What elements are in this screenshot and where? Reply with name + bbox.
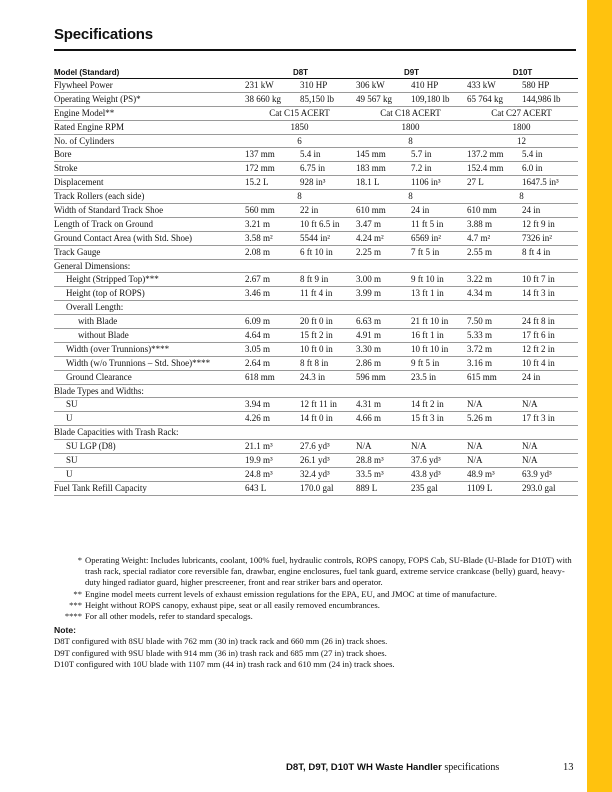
row-label: U	[54, 412, 245, 426]
row-label: without Blade	[54, 329, 245, 343]
table-row	[54, 148, 578, 162]
table-cell: 3.05 m	[245, 342, 300, 356]
table-cell: 13 ft 1 in	[411, 287, 467, 301]
table-row	[54, 190, 578, 204]
table-cell: 38 660 kg	[245, 92, 300, 106]
table-cell: 310 HP	[300, 79, 356, 93]
table-body	[54, 79, 578, 496]
note-list	[54, 636, 576, 670]
table-cell: 4.7 m²	[467, 231, 522, 245]
footnote	[54, 600, 576, 611]
table-row	[54, 217, 578, 231]
table-row	[54, 301, 578, 315]
table-cell-merged: 8	[245, 190, 356, 204]
table-cell: 1106 in³	[411, 176, 467, 190]
table-cell: 10 ft 10 in	[411, 342, 467, 356]
table-row	[54, 120, 578, 134]
row-label: Height (top of ROPS)	[54, 287, 245, 301]
table-cell: 6 ft 10 in	[300, 245, 356, 259]
title-rule	[54, 49, 576, 51]
table-cell-merged: 8	[467, 190, 578, 204]
row-label: Ground Clearance	[54, 370, 245, 384]
table-cell: 3.30 m	[356, 342, 411, 356]
row-label: SU	[54, 398, 245, 412]
table-cell: 3.99 m	[356, 287, 411, 301]
row-label: Rated Engine RPM	[54, 120, 245, 134]
footnote-text: Height without ROPS canopy, exhaust pipe, seat or all easily removed encumbrances.	[85, 599, 380, 610]
table-row	[54, 287, 578, 301]
row-label: Track Gauge	[54, 245, 245, 259]
footnote-mark: ****	[64, 611, 82, 622]
table-cell: 23.5 in	[411, 370, 467, 384]
table-cell-merged: 1800	[467, 120, 578, 134]
table-cell: N/A	[522, 454, 578, 468]
header-model-d8t: D8T	[245, 66, 356, 79]
table-cell: 20 ft 0 in	[300, 315, 356, 329]
table-cell: 410 HP	[411, 79, 467, 93]
table-header-row	[54, 66, 578, 79]
table-row	[54, 176, 578, 190]
table-cell: 137 mm	[245, 148, 300, 162]
footnote	[54, 611, 576, 622]
table-cell-merged: 1850	[245, 120, 356, 134]
table-cell: 3.46 m	[245, 287, 300, 301]
row-label: Height (Stripped Top)***	[54, 273, 245, 287]
table-cell: 22 in	[300, 204, 356, 218]
table-cell: 3.58 m²	[245, 231, 300, 245]
table-cell: 1109 L	[467, 481, 522, 495]
table-cell: 610 mm	[467, 204, 522, 218]
table-cell: N/A	[411, 440, 467, 454]
table-cell: 17 ft 6 in	[522, 329, 578, 343]
table-row	[54, 204, 578, 218]
table-cell: 6.63 m	[356, 315, 411, 329]
table-cell: 12 ft 2 in	[522, 342, 578, 356]
table-cell: 16 ft 1 in	[411, 329, 467, 343]
table-cell: 6569 in²	[411, 231, 467, 245]
row-label: Ground Contact Area (with Std. Shoe)	[54, 231, 245, 245]
table-row	[54, 162, 578, 176]
table-cell: N/A	[522, 440, 578, 454]
table-cell: 24 in	[522, 204, 578, 218]
row-label: No. of Cylinders	[54, 134, 245, 148]
table-cell: 1647.5 in³	[522, 176, 578, 190]
table-cell: 6.0 in	[522, 162, 578, 176]
table-cell: 11 ft 4 in	[300, 287, 356, 301]
table-cell: 32.4 yd³	[300, 467, 356, 481]
table-row	[54, 134, 578, 148]
row-label: SU LGP (D8)	[54, 440, 245, 454]
table-cell: 24 in	[411, 204, 467, 218]
note-heading: Note:	[54, 625, 76, 636]
table-cell: 28.8 m³	[356, 454, 411, 468]
table-row	[54, 106, 578, 120]
table-cell: 3.21 m	[245, 217, 300, 231]
table-cell: 109,180 lb	[411, 92, 467, 106]
table-cell: 12 ft 9 in	[522, 217, 578, 231]
table-cell: 17 ft 3 in	[522, 412, 578, 426]
footnote-list	[54, 555, 576, 622]
table-cell: 6.09 m	[245, 315, 300, 329]
table-cell: 65 764 kg	[467, 92, 522, 106]
table-row	[54, 440, 578, 454]
table-row	[54, 412, 578, 426]
page-number: 13	[563, 762, 574, 773]
table-cell: 8 ft 4 in	[522, 245, 578, 259]
table-row	[54, 329, 578, 343]
table-cell: 152.4 mm	[467, 162, 522, 176]
table-cell: 137.2 mm	[467, 148, 522, 162]
row-label: U	[54, 467, 245, 481]
table-cell: 12 ft 11 in	[300, 398, 356, 412]
table-cell: 14 ft 3 in	[522, 287, 578, 301]
table-cell: 9 ft 10 in	[411, 273, 467, 287]
table-cell-merged: 6	[245, 134, 356, 148]
row-label: Engine Model**	[54, 106, 245, 120]
row-label: Operating Weight (PS)*	[54, 92, 245, 106]
table-row	[54, 315, 578, 329]
table-cell: 43.8 yd³	[411, 467, 467, 481]
table-cell: 4.66 m	[356, 412, 411, 426]
row-label: Width of Standard Track Shoe	[54, 204, 245, 218]
table-cell: 231 kW	[245, 79, 300, 93]
footer-suffix: specifications	[441, 762, 500, 773]
table-cell-merged: 8	[356, 134, 467, 148]
row-label: Overall Length:	[54, 301, 578, 315]
table-row	[54, 245, 578, 259]
accent-stripe	[587, 0, 612, 792]
table-cell: 306 kW	[356, 79, 411, 93]
table-row	[54, 454, 578, 468]
table-cell: 3.47 m	[356, 217, 411, 231]
table-row	[54, 259, 578, 273]
table-cell: 8 ft 9 in	[300, 273, 356, 287]
table-cell-merged: 1800	[356, 120, 467, 134]
table-cell: N/A	[467, 454, 522, 468]
table-cell: 33.5 m³	[356, 467, 411, 481]
table-cell: 21.1 m³	[245, 440, 300, 454]
footnote-mark: *	[77, 555, 82, 565]
table-cell: 26.1 yd³	[300, 454, 356, 468]
table-cell: 5544 in²	[300, 231, 356, 245]
table-row	[54, 92, 578, 106]
table-cell: 5.7 in	[411, 148, 467, 162]
row-label: Length of Track on Ground	[54, 217, 245, 231]
table-cell: 10 ft 4 in	[522, 356, 578, 370]
table-row	[54, 231, 578, 245]
table-cell: 5.4 in	[300, 148, 356, 162]
note-line: D9T configured with 9SU blade with 914 mm (36 in) trash rack and 685 mm (27 in) track shoes.	[54, 647, 387, 658]
table-cell: 889 L	[356, 481, 411, 495]
row-label: Track Rollers (each side)	[54, 190, 245, 204]
row-label: SU	[54, 454, 245, 468]
table-cell: 14 ft 0 in	[300, 412, 356, 426]
footnotes	[54, 555, 576, 670]
table-cell-merged: Cat C15 ACERT	[245, 106, 356, 120]
table-cell: 2.08 m	[245, 245, 300, 259]
table-cell: 18.1 L	[356, 176, 411, 190]
table-cell: 5.4 in	[522, 148, 578, 162]
table-cell: 3.00 m	[356, 273, 411, 287]
table-cell: 3.16 m	[467, 356, 522, 370]
page-footer	[286, 762, 499, 773]
table-cell: 643 L	[245, 481, 300, 495]
row-label: Flywheel Power	[54, 79, 245, 93]
table-cell: 19.9 m³	[245, 454, 300, 468]
table-cell: 4.34 m	[467, 287, 522, 301]
table-cell: 21 ft 10 in	[411, 315, 467, 329]
table-cell: 63.9 yd³	[522, 467, 578, 481]
table-cell: 11 ft 5 in	[411, 217, 467, 231]
table-cell: 24 ft 8 in	[522, 315, 578, 329]
table-cell: 24 in	[522, 370, 578, 384]
table-cell: 560 mm	[245, 204, 300, 218]
table-cell-merged: Cat C27 ACERT	[467, 106, 578, 120]
table-cell: 596 mm	[356, 370, 411, 384]
table-cell: 10 ft 6.5 in	[300, 217, 356, 231]
row-label: Blade Capacities with Trash Rack:	[54, 426, 578, 440]
table-cell: 615 mm	[467, 370, 522, 384]
table-cell: 10 ft 0 in	[300, 342, 356, 356]
table-cell: 24.8 m³	[245, 467, 300, 481]
table-cell: 49 567 kg	[356, 92, 411, 106]
table-cell: 4.31 m	[356, 398, 411, 412]
table-row	[54, 342, 578, 356]
table-row	[54, 384, 578, 398]
page-title: Specifications	[54, 26, 153, 43]
table-cell: 580 HP	[522, 79, 578, 93]
table-cell: 293.0 gal	[522, 481, 578, 495]
footnote-text: Engine model meets current levels of exhaust emission regulations for the EPA, EU, and JMOC at time of manufacture.	[85, 588, 497, 599]
table-cell: 3.72 m	[467, 342, 522, 356]
table-cell: 2.86 m	[356, 356, 411, 370]
table-cell: 15 ft 2 in	[300, 329, 356, 343]
table-cell: 27.6 yd³	[300, 440, 356, 454]
table-cell: 85,150 lb	[300, 92, 356, 106]
specifications-table	[54, 66, 578, 496]
table-cell: 4.64 m	[245, 329, 300, 343]
note-line: D8T configured with 8SU blade with 762 mm (30 in) track rack and 660 mm (26 in) track shoes.	[54, 636, 388, 647]
row-label: Stroke	[54, 162, 245, 176]
table-row	[54, 356, 578, 370]
table-cell: 15 ft 3 in	[411, 412, 467, 426]
table-cell: 37.6 yd³	[411, 454, 467, 468]
table-cell: N/A	[356, 440, 411, 454]
table-row	[54, 398, 578, 412]
table-cell: 3.22 m	[467, 273, 522, 287]
table-cell: 4.91 m	[356, 329, 411, 343]
table-row	[54, 426, 578, 440]
table-cell: 9 ft 5 in	[411, 356, 467, 370]
table-row	[54, 273, 578, 287]
table-cell: 5.33 m	[467, 329, 522, 343]
header-model-d10t: D10T	[467, 66, 578, 79]
footnote-text: For all other models, refer to standard specalogs.	[85, 611, 253, 622]
footnote	[54, 589, 576, 600]
table-cell: 170.0 gal	[300, 481, 356, 495]
table-cell: 144,986 lb	[522, 92, 578, 106]
table-cell: 10 ft 7 in	[522, 273, 578, 287]
table-cell: 2.67 m	[245, 273, 300, 287]
header-label: Model (Standard)	[54, 66, 245, 79]
table-cell: 4.24 m²	[356, 231, 411, 245]
table-cell: 2.25 m	[356, 245, 411, 259]
table-cell: 3.88 m	[467, 217, 522, 231]
table-cell: 5.26 m	[467, 412, 522, 426]
table-cell: 14 ft 2 in	[411, 398, 467, 412]
table-cell: 183 mm	[356, 162, 411, 176]
table-cell: 928 in³	[300, 176, 356, 190]
row-label: Bore	[54, 148, 245, 162]
table-cell-merged: 12	[467, 134, 578, 148]
table-cell: 8 ft 8 in	[300, 356, 356, 370]
table-cell: 2.64 m	[245, 356, 300, 370]
table-cell: 2.55 m	[467, 245, 522, 259]
row-label: General Dimensions:	[54, 259, 578, 273]
table-cell: 24.3 in	[300, 370, 356, 384]
table-row	[54, 370, 578, 384]
table-cell: N/A	[467, 398, 522, 412]
row-label: Blade Types and Widths:	[54, 384, 578, 398]
table-cell: 433 kW	[467, 79, 522, 93]
table-cell: N/A	[522, 398, 578, 412]
table-cell: 4.26 m	[245, 412, 300, 426]
row-label: Width (over Trunnions)****	[54, 342, 245, 356]
table-cell: 15.2 L	[245, 176, 300, 190]
table-row	[54, 79, 578, 93]
table-cell-merged: 8	[356, 190, 467, 204]
table-cell: 235 gal	[411, 481, 467, 495]
table-cell: N/A	[467, 440, 522, 454]
note-line: D10T configured with 10U blade with 1107 mm (44 in) trash rack and 610 mm (24 in) track shoes.	[54, 658, 395, 669]
footer-title: D8T, D9T, D10T WH Waste Handler	[286, 762, 442, 773]
header-model-d9t: D9T	[356, 66, 467, 79]
table-row	[54, 467, 578, 481]
table-cell: 172 mm	[245, 162, 300, 176]
table-row	[54, 481, 578, 495]
footnote-mark: **	[73, 588, 82, 599]
table-cell: 7.50 m	[467, 315, 522, 329]
table-cell-merged: Cat C18 ACERT	[356, 106, 467, 120]
footnote-text: Operating Weight: Includes lubricants, coolant, 100% fuel, hydraulic controls, ROPS canopy, FOPS Cab, SU-Blade (U-Blade for D10T) with trash rack, special radiator core reversible fan, drawbar, engine enclosures, fuel tank guard, extreme service crankcase (belly) guard, heavy-duty hinged radiator guard, higher prescreener, front and rear striker bars and operator.	[85, 555, 572, 588]
footnote	[54, 555, 576, 589]
footnote-mark: ***	[69, 599, 82, 610]
table-cell: 7326 in²	[522, 231, 578, 245]
table-cell: 618 mm	[245, 370, 300, 384]
row-label: Width (w/o Trunnions – Std. Shoe)****	[54, 356, 245, 370]
table-cell: 610 mm	[356, 204, 411, 218]
table-cell: 27 L	[467, 176, 522, 190]
table-cell: 7 ft 5 in	[411, 245, 467, 259]
table-cell: 7.2 in	[411, 162, 467, 176]
table-cell: 6.75 in	[300, 162, 356, 176]
row-label: Displacement	[54, 176, 245, 190]
table-cell: 3.94 m	[245, 398, 300, 412]
table-cell: 48.9 m³	[467, 467, 522, 481]
row-label: with Blade	[54, 315, 245, 329]
row-label: Fuel Tank Refill Capacity	[54, 481, 245, 495]
table-cell: 145 mm	[356, 148, 411, 162]
